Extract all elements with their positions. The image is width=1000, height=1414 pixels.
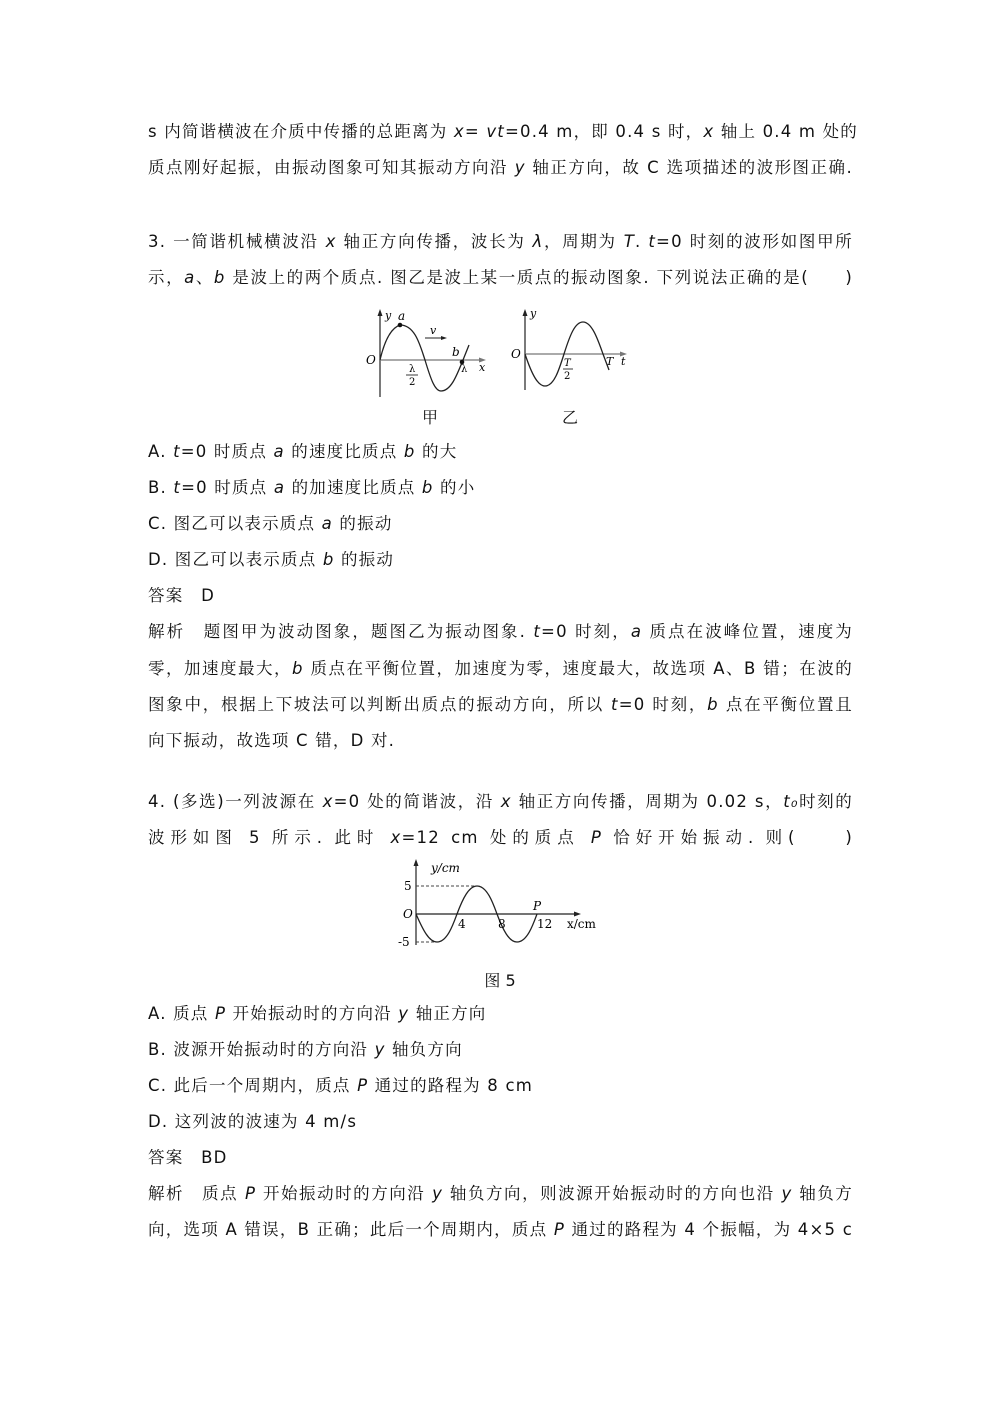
q4-wave-figure	[365, 855, 605, 950]
math-variable: P	[214, 1004, 227, 1023]
text-segment: C. 此后一个周期内，质点	[148, 1076, 358, 1095]
point-p-label: P	[533, 899, 542, 913]
velocity-label: v	[430, 324, 437, 337]
math-variable: x	[703, 122, 715, 141]
math-variable: a	[273, 478, 286, 497]
half-lambda-denominator: 2	[409, 377, 416, 388]
text-segment: 开始振动时的方向沿	[256, 1184, 433, 1203]
text-segment: 轴正方向传播，波长为	[336, 232, 533, 251]
math-variable: y	[432, 1184, 444, 1203]
math-variable: b	[292, 659, 304, 678]
text-segment: 图象中，根据上下坡法可以判断出质点的振动方向，所以	[148, 695, 612, 714]
y-axis-label: y	[385, 309, 392, 322]
math-variable: P	[553, 1220, 565, 1239]
figure-caption-yi: 乙	[561, 408, 578, 427]
text-segment: 是波上的两个质点. 图乙是波上某一质点的振动图象. 下列说法正确的是( )	[225, 268, 853, 287]
y-tick-5: 5	[404, 879, 412, 893]
q3-analysis-line-4	[148, 731, 853, 751]
math-variable: x	[453, 122, 465, 141]
q4-answer: 答案 BD	[148, 1148, 228, 1167]
math-variable: y	[781, 1184, 793, 1203]
text-segment: =0 处的简谐波，沿	[333, 792, 501, 811]
text-segment: 的速度比质点	[284, 442, 404, 461]
q3-option-d	[148, 550, 853, 570]
math-variable: t	[173, 478, 182, 497]
math-variable: a	[184, 268, 196, 287]
math-variable: P	[590, 828, 603, 847]
text-segment: 轴上 0.4 m 处的	[714, 122, 859, 141]
math-variable: a	[273, 442, 285, 461]
text-segment: =0 时刻，	[618, 695, 708, 714]
text-segment: 向，选项 A 错误，B 正确；此后一个周期内，质点	[148, 1220, 554, 1239]
math-variable: x	[325, 232, 337, 251]
x-axis-arrow	[574, 912, 581, 917]
text-segment: 、	[195, 268, 214, 287]
t-axis-label: t	[621, 355, 626, 368]
text-segment: s 内简谐横波在介质中传播的总距离为	[148, 122, 454, 141]
y-axis-label: y	[530, 307, 537, 320]
q3-analysis-line-1	[148, 622, 853, 642]
text-segment: 波形如图 5 所示. 此时	[148, 828, 391, 847]
q4-analysis-line-1	[148, 1184, 853, 1204]
T-label: T	[606, 355, 614, 368]
q3-option-c	[148, 514, 853, 534]
text-segment: 点在平衡位置且	[718, 695, 853, 714]
text-segment: 的加速度比质点	[285, 478, 422, 497]
text-segment: 轴负方	[792, 1184, 853, 1203]
text-segment: 轴负方向，则波源开始振动时的方向也沿	[443, 1184, 782, 1203]
x-tick-4: 4	[458, 917, 466, 931]
q4-option-a	[148, 1004, 853, 1024]
text-segment: =	[464, 122, 487, 141]
math-variable: a	[321, 514, 333, 533]
text-segment: 恰好开始振动. 则( )	[602, 828, 853, 847]
q3-vibration-figure	[508, 305, 633, 400]
math-variable: b	[213, 268, 226, 287]
text-segment: B.	[148, 478, 174, 497]
q3-option-b	[148, 478, 853, 498]
text-segment: 示，	[148, 268, 185, 287]
math-variable: t	[648, 232, 657, 251]
text-segment: 4. (多选)一列波源在	[148, 792, 323, 811]
text-segment: 通过的路程为 8 cm	[368, 1076, 533, 1095]
math-variable: x	[322, 792, 334, 811]
math-variable: t	[533, 622, 542, 641]
math-variable: x	[500, 792, 512, 811]
math-variable: y	[374, 1040, 386, 1059]
y-axis-arrow	[414, 859, 419, 866]
text-segment: .	[634, 232, 649, 251]
math-variable: b	[707, 695, 719, 714]
text-segment: A. 质点	[148, 1004, 215, 1023]
half-T-numerator: T	[564, 358, 571, 369]
text-segment: 轴负方向	[385, 1040, 463, 1059]
lambda-label: λ	[461, 364, 468, 375]
text-segment: 向下振动，故选项 C 错，D 对.	[148, 731, 396, 750]
text-segment: =12 cm 处的质点	[401, 828, 591, 847]
q4-option-d	[148, 1112, 853, 1132]
half-lambda-numerator: λ	[409, 364, 416, 375]
math-variable: P	[245, 1184, 257, 1203]
text-segment: 质点在波峰位置，速度为	[642, 622, 853, 641]
figure-caption-jia: 甲	[421, 408, 438, 427]
y-axis-label: y/cm	[431, 861, 460, 875]
math-variable: b	[421, 478, 434, 497]
text-segment: 轴正方向	[409, 1004, 487, 1023]
origin-label: O	[366, 353, 376, 367]
q3-stem-line-2	[148, 268, 853, 288]
x-axis-label: x	[479, 361, 486, 374]
text-segment: A.	[148, 442, 174, 461]
text-segment: D. 这列波的波速为 4 m/s	[148, 1112, 358, 1131]
text-segment: 3. 一简谐机械横波沿	[148, 232, 326, 251]
q3-option-a	[148, 442, 853, 462]
math-variable: t	[173, 442, 181, 461]
x-tick-12: 12	[537, 917, 553, 931]
text-segment: C. 图乙可以表示质点	[148, 514, 322, 533]
math-variable: a	[630, 622, 643, 641]
text-segment: 时刻的	[798, 792, 853, 811]
text-segment: =0.4 m，即 0.4 s 时，	[504, 122, 704, 141]
text-segment: 开始振动时的方向沿	[226, 1004, 399, 1023]
q3-answer: 答案 D	[148, 586, 216, 605]
text-segment: 解析 质点	[148, 1184, 246, 1203]
math-variable: T	[623, 232, 635, 251]
prev-solution-line-1	[148, 122, 859, 142]
math-variable: λ	[532, 232, 544, 251]
y-axis-arrow	[378, 309, 383, 316]
q4-option-c	[148, 1076, 853, 1096]
math-variable: y	[514, 158, 526, 177]
q4-analysis-line-2	[148, 1220, 853, 1240]
q4-stem-line-1	[148, 792, 853, 812]
origin-label: O	[403, 907, 413, 921]
point-a	[398, 323, 403, 328]
q3-wave-figure	[365, 305, 490, 400]
math-variable: t₀	[783, 792, 799, 811]
x-axis-label: x/cm	[567, 917, 596, 931]
q4-option-b	[148, 1040, 853, 1060]
text-segment: 的小	[433, 478, 476, 497]
text-segment: 质点刚好起振，由振动图象可知其振动方向沿	[148, 158, 515, 177]
q4-stem-line-2	[148, 828, 853, 848]
text-segment: =0 时刻，	[541, 622, 631, 641]
y-tick-neg5: -5	[398, 935, 410, 949]
velocity-arrowhead	[441, 336, 447, 340]
text-segment: 轴正方向，故 C 选项描述的波形图正确.	[525, 158, 853, 177]
figure-5-caption: 图 5	[484, 971, 516, 990]
math-variable: y	[398, 1004, 410, 1023]
text-segment: =0 时质点	[180, 442, 274, 461]
q3-analysis-line-2	[148, 659, 853, 679]
q3-stem-line-1	[148, 232, 853, 252]
text-segment: =0 时刻的波形如图甲所	[656, 232, 854, 251]
text-segment: 质点在平衡位置，加速度为零，速度最大，故选项 A、B 错；在波的	[303, 659, 853, 678]
math-variable: b	[322, 550, 335, 569]
text-segment: 的振动	[332, 514, 393, 533]
text-segment: 的大	[415, 442, 458, 461]
point-b-label: b	[452, 345, 460, 359]
x-tick-8: 8	[498, 917, 506, 931]
math-variable: t	[611, 695, 619, 714]
half-T-denominator: 2	[564, 371, 571, 382]
math-variable: P	[357, 1076, 369, 1095]
text-segment: 零，加速度最大，	[148, 659, 293, 678]
text-segment: 轴正方向传播，周期为 0.02 s，	[511, 792, 784, 811]
text-segment: ，周期为	[543, 232, 624, 251]
text-segment: 解析 题图甲为波动图象，题图乙为振动图象.	[148, 622, 534, 641]
math-variable: x	[390, 828, 402, 847]
text-segment: B. 波源开始振动时的方向沿	[148, 1040, 375, 1059]
text-segment: 通过的路程为 4 个振幅，为 4×5 c	[564, 1220, 853, 1239]
origin-label: O	[511, 347, 521, 361]
y-axis-arrow	[523, 309, 528, 316]
text-segment: D. 图乙可以表示质点	[148, 550, 323, 569]
q3-analysis-line-3	[148, 695, 853, 715]
math-variable: b	[403, 442, 416, 461]
text-segment: =0 时质点	[181, 478, 274, 497]
text-segment: 的振动	[334, 550, 395, 569]
prev-solution-line-2	[148, 158, 853, 178]
point-a-label: a	[398, 309, 406, 323]
math-variable: vt	[486, 122, 505, 141]
